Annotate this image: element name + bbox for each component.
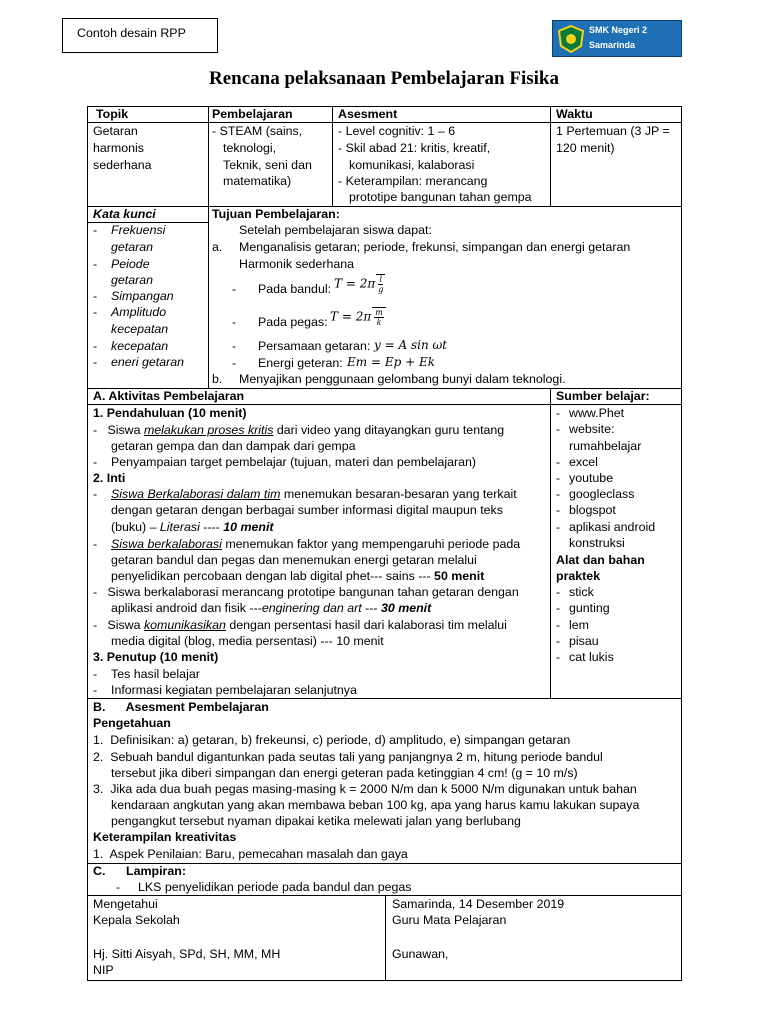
- tujuan-intro: Setelah pembelajaran siswa dapat:: [239, 223, 432, 237]
- header-waktu: Waktu: [556, 107, 593, 121]
- penutup-2: Informasi kegiatan pembelajaran selanjutnya: [111, 683, 357, 697]
- logo-line-1: SMK Negeri 2: [589, 25, 648, 35]
- inti-2c: getaran bandul dan pegas dan menemukan energi getaran melalui: [111, 553, 477, 567]
- inti-2b: menemukan faktor yang mempengaruhi periode pada: [225, 537, 521, 551]
- sumber-item: rumahbelajar: [569, 439, 642, 453]
- question-3c: pengangkut tersebut nyaman dipakai ketika melewati jalan yang berlubang: [111, 814, 521, 828]
- sumber-item: www.Phet: [569, 406, 625, 420]
- kata-kunci-item: eneri getaran: [111, 355, 185, 369]
- inti-1a: Siswa Berkalaborasi dalam tim: [111, 487, 281, 501]
- aspek-item: 1. Aspek Penilaian: Baru, pemecahan masalah dan gaya: [93, 847, 408, 861]
- pegas-label: Pada pegas:: [258, 315, 328, 329]
- pembelajaran-line: Teknik, seni dan: [223, 158, 312, 172]
- asesment-line: - Skil abad 21: kritis, kreatif,: [338, 141, 491, 155]
- alat-label: Alat dan bahan: [556, 553, 645, 567]
- inti-3a: Siswa berkalaborasi merancang prototipe bangunan tahan getaran dengan: [107, 585, 519, 599]
- inti-4c: media digital (blog, media persentasi) --- 10 menit: [111, 634, 384, 648]
- inti-heading: 2. Inti: [93, 471, 126, 485]
- sumber-item: konstruksi: [569, 536, 625, 550]
- penutup-1: Tes hasil belajar: [111, 667, 200, 681]
- asesment-line: komunikasi, kalaborasi: [349, 158, 475, 172]
- sumber-label: Sumber belajar:: [556, 389, 650, 403]
- asesment-line: - Level cognitiv: 1 – 6: [338, 124, 456, 138]
- kata-kunci-item: Peiode: [111, 257, 150, 271]
- sumber-item: youtube: [569, 471, 614, 485]
- sumber-item: website:: [569, 422, 615, 436]
- alat-item: gunting: [569, 601, 610, 615]
- header-topik: Topik: [96, 107, 129, 121]
- question-1: 1. Definisikan: a) getaran, b) frekeunsi, c) periode, d) amplitudo, e) simpangan getaran: [93, 733, 571, 747]
- school-emblem-icon: [556, 24, 586, 54]
- penutup-heading: 3. Penutup (10 menit): [93, 650, 219, 664]
- kata-kunci-item: kecepatan: [111, 339, 169, 353]
- sumber-item: excel: [569, 455, 598, 469]
- energi-formula: Em = Ep + Ek: [347, 355, 435, 369]
- guru-label: Guru Mata Pelajaran: [392, 913, 507, 927]
- header-label-box: [62, 18, 218, 53]
- mengetahui-label: Mengetahui: [93, 897, 158, 911]
- pembelajaran-line: - STEAM (sains,: [212, 124, 303, 138]
- bandul-label: Pada bandul:: [258, 282, 332, 296]
- asesment-heading: B. Asesment Pembelajaran: [93, 700, 269, 714]
- sumber-item: googleclass: [569, 487, 635, 501]
- question-2b: tersebut jika diberi simpangan dan energi geteran pada ketinggian 4 cm! (g = 10 m/s): [111, 766, 578, 780]
- lampiran-heading: C. Lampiran:: [93, 864, 186, 878]
- inti-4b: dengan persentasi hasil dari kalaborasi tim melalui: [229, 618, 507, 632]
- kepala-label: Kepala Sekolah: [93, 913, 180, 927]
- tujuan-a: Menganalisis getaran; periode, frekunsi, simpangan dan energi getaran: [239, 240, 631, 254]
- question-3b: kendaraan angkutan yang akan membawa beban 100 kg, apa yang harus kamu lakukan supaya: [111, 798, 640, 812]
- kata-kunci-item: getaran: [111, 273, 154, 287]
- topik-line: harmonis: [93, 141, 144, 155]
- waktu-line: 120 menit): [556, 141, 615, 155]
- tujuan-b: Menyajikan penggunaan gelombang bunyi dalam teknologi.: [239, 372, 566, 386]
- pendahuluan-heading: 1. Pendahuluan (10 menit): [93, 406, 247, 420]
- alat-item: lem: [569, 618, 589, 632]
- pembelajaran-line: teknologi,: [223, 141, 277, 155]
- pegas-formula: T = 2π $\frac{m}{k}$: [330, 307, 386, 327]
- energi-label: Energi geteran:: [258, 356, 343, 370]
- school-logo: [552, 20, 682, 57]
- alat-item: cat lukis: [569, 650, 614, 664]
- kata-kunci-item: Amplitudo: [111, 305, 167, 319]
- guru-nama: Gunawan,: [392, 947, 449, 961]
- lampiran-item: LKS penyelidikan periode pada bandul dan pegas: [138, 880, 412, 894]
- persamaan-label: Persamaan getaran:: [258, 339, 371, 353]
- sumber-item: aplikasi android: [569, 520, 656, 534]
- alat-item: stick: [569, 585, 594, 599]
- pend-1a: melakukan proses kritis: [143, 423, 274, 437]
- asesment-line: - Keterampilan: merancang: [338, 174, 488, 188]
- logo-line-2: Samarinda: [589, 40, 636, 50]
- kata-kunci-label: Kata kunci: [93, 207, 156, 221]
- tujuan-a2: Harmonik sederhana: [239, 257, 355, 271]
- page-title: Rencana pelaksanaan Pembelajaran Fisika: [209, 68, 559, 89]
- inti-4a: komunikasikan: [143, 618, 226, 632]
- question-2a: 2. Sebuah bandul digantunkan pada seutas tali yang panjangnya 2 m, hitung periode bandul: [93, 750, 603, 764]
- topik-line: Getaran: [93, 124, 138, 138]
- pengetahuan-heading: Pengetahuan: [93, 716, 171, 730]
- keterampilan-heading: Keterampilan kreativitas: [93, 830, 237, 844]
- sumber-item: blogspot: [569, 503, 616, 517]
- inti-1b: menemukan besaran-besaran yang terkait: [283, 487, 517, 501]
- bandul-formula: T = 2π $\frac{l}{g}$: [334, 275, 384, 294]
- persamaan-formula: y = A sin ωt: [374, 338, 448, 352]
- header-asesment: Asesment: [338, 107, 398, 121]
- pend-2: Penyampaian target pembelajar (tujuan, materi dan pembelajaran): [111, 455, 477, 469]
- kepala-nama: Hj. Sitti Aisyah, SPd, SH, MM, MH: [93, 947, 281, 961]
- topik-line: sederhana: [93, 158, 152, 172]
- question-3a: 3. Jika ada dua buah pegas masing-masing k = 2000 N/m dan k 5000 N/m digunakan untuk bahan: [93, 782, 637, 796]
- aktivitas-label: A. Aktivitas Pembelajaran: [93, 389, 245, 403]
- kata-kunci-item: Frekuensi: [111, 223, 166, 237]
- waktu-line: 1 Pertemuan (3 JP =: [556, 124, 670, 138]
- header-label: Contoh desain RPP: [77, 26, 186, 40]
- tujuan-label: Tujuan Pembelajaran:: [212, 207, 340, 221]
- tanggal: Samarinda, 14 Desember 2019: [392, 897, 565, 911]
- pembelajaran-line: matematika): [223, 174, 292, 188]
- kata-kunci-item: kecepatan: [111, 322, 169, 336]
- alat-item: pisau: [569, 634, 599, 648]
- kata-kunci-item: Simpangan: [111, 289, 174, 303]
- header-pembelajaran: Pembelajaran: [212, 107, 293, 121]
- nip-label: NIP: [93, 963, 114, 977]
- kata-kunci-item: getaran: [111, 240, 154, 254]
- inti-2a: Siswa berkalaborasi: [111, 537, 222, 551]
- alat-label: praktek: [556, 569, 601, 583]
- asesment-line: prototipe bangunan tahan gempa: [349, 190, 532, 204]
- inti-1c: dengan getaran dengan berbagai sumber informasi digital maupun teks: [111, 503, 503, 517]
- pend-1c: getaran gempa dan dan dampak dari gempa: [111, 439, 356, 453]
- pend-1b: dari video yang ditayangkan guru tentang: [276, 423, 505, 437]
